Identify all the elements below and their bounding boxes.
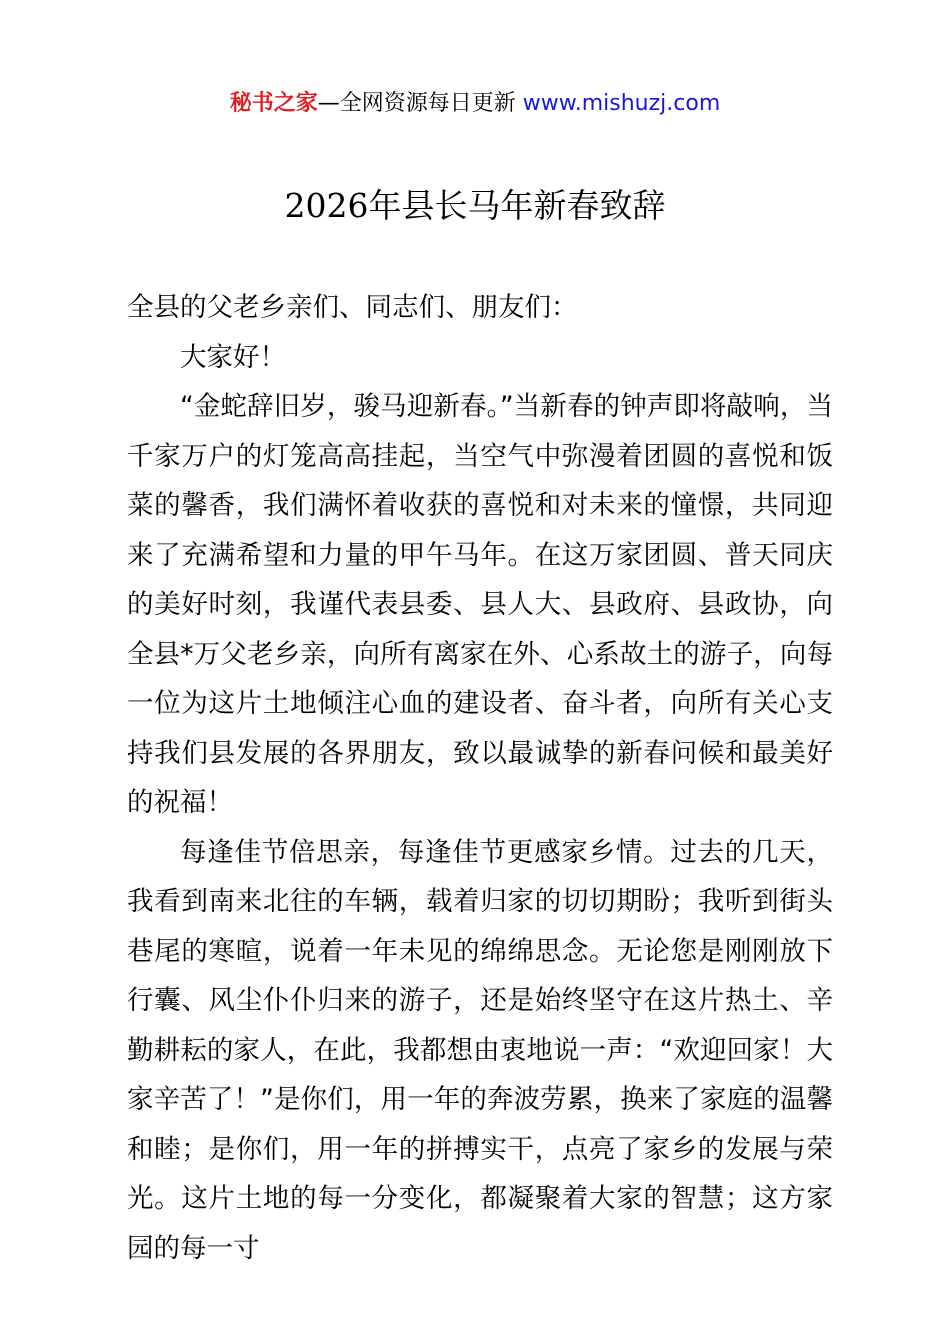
brand-name: 秘书之家 <box>229 91 318 116</box>
site-header <box>0 88 950 120</box>
body-paragraph: 每逢佳节倍思亲，每逢佳节更感家乡情。过去的几天，我看到南来北往的车辆，载着归家的切切期盼；我听到街头巷尾的寒暄，说着一年未见的绵绵思念。无论您是刚刚放下行囊、风尘仆仆归来的游子，还是始终坚守在这片热土、辛勤耕耘的家人，在此，我都想由衷地说一声：“欢迎回家！大家辛苦了！”是你们，用一年的奔波劳累，换来了家庭的温馨和睦；是你们，用一年的拼搏实干，点亮了家乡的发展与荣光。这片土地的每一分变化，都凝聚着大家的智慧；这方家园的每一寸 <box>127 836 833 1264</box>
body-paragraph: “金蛇辞旧岁，骏马迎新春。”当新春的钟声即将敲响，当千家万户的灯笼高高挂起，当空气中弥漫着团圆的喜悦和饭菜的馨香，我们满怀着收获的喜悦和对未来的憧憬，共同迎来了充满希望和力量的甲午马年。在这万家团圆、普天同庆的美好时刻，我谨代表县委、县人大、县政府、县政协，向全县*万父老乡亲，向所有离家在外、心系故土的游子，向每一位为这片土地倾注心血的建设者、奋斗者，向所有关心支持我们县发展的各界朋友，致以最诚挚的新春问候和最美好的祝福！ <box>127 391 833 818</box>
document-body <box>127 283 833 1273</box>
site-url-link[interactable]: www.mishuzj.com <box>522 91 721 116</box>
header-tagline: —全网资源每日更新 <box>317 91 523 116</box>
greeting: 大家好！ <box>180 341 286 373</box>
salutation: 全县的父老乡亲们、同志们、朋友们： <box>127 292 578 323</box>
document-title: 2026年县长马年新春致辞 <box>284 186 666 225</box>
